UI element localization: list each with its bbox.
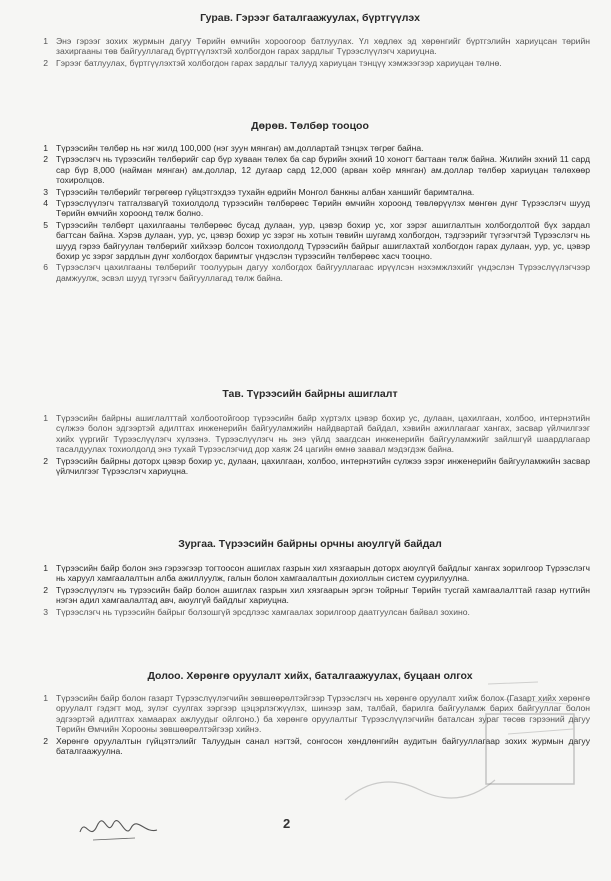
list-item: 2 Хөрөнгө оруулалтын гүйцэтгэлийг Талуудын санал нэгтэй, сонгосон хөндлөнгийн аудитын байгууллагаар зохих журмын дагуу баталгаажуулна. (43, 735, 590, 757)
list-item: 3 Түрээслэгч нь түрээсийн байрыг болзошгүй эрсдлээс хамгаалах зорилгоор даатгуулсан байвал зохино. (43, 606, 470, 617)
section-list (30, 563, 590, 617)
list-item: 1 Түрээсийн байрны ашиглалттай холбоотойгоор түрээсийн байр хүртэлх цэвэр бохир ус, дулаан, цахилгаан, холбоо, интернэтийн сүлжээ болон эдгээртэй адилтгах инженерийн байгууламжийн найдвартай байдал, хэвийн ажиллагааг хангах, засвар үйлчилгээг хийх үүргийг Түрээслүүлэгч хүлээнэ. Түрээслүүлэгч нь энэ үйлд заагдсан инженерийн байгууламжийг зайлшгүй шаардлагаар тасалдуулах тохиолдолд энэ тухай Түрээслэгчид дор хаяж 24 цагийн өмнө заавал мэдэгдэж байна. (43, 413, 590, 455)
page-number: 2 (283, 816, 291, 831)
section-6-safety (30, 538, 590, 618)
section-4-payment (30, 120, 590, 284)
section-5-usage (30, 388, 590, 477)
section-3-approval (30, 12, 590, 69)
list-item: 6 Түрээслэгч цахилгааны төлбөрийг тоолуурын дагуу холбогдох байгууллагаас ирүүлсэн нэхэмжлэхийг үндэслэн Түрээслүүлэгчээр дамжуулж, эсвэл шууд түгээгч байгууллагад төлж байна. (43, 262, 590, 283)
section-title: Зургаа. Түрээсийн байрны орчны аюулгүй байдал (178, 538, 442, 550)
section-list (30, 36, 590, 68)
signature-icon (75, 812, 165, 847)
list-item: 2 Түрээслүүлэгч нь түрээсийн байр болон ашиглах газрын хил хязгаарын эргэн тойрныг Төрийн тусгай хамгаалалттай газар нутгийн нэгэн адил хамгаалалтад авч, аюулгүй байдлыг хариуцна. (43, 584, 590, 606)
list-item: 2 Түрээсийн байрны доторх цэвэр бохир ус, дулаан, цахилгаан, холбоо, интернэтийн сүлжээ зэрэг инженерийн байгууламжийн засвар үйлчилгээг Түрээслэгч хариуцна. (43, 455, 590, 477)
section-list (30, 413, 590, 476)
list-item: 2 Түрээслэгч нь түрээсийн төлбөрийг сар бүр хуваан төлөх ба сар бүрийн эхний 10 хоногт багтаан төлж байна. Жилийн эхний 11 сард сар бүр 8,000 (найман мянган) ам.доллар, 12 дугаар сард 12,000 (арван хоёр мянган) ам.доллар төлбөр хариуцан төлөхөөр тохиролцов. (43, 154, 590, 186)
list-item: 1 Түрээсийн байр болон энэ гэрээгээр тогтоосон ашиглах газрын хил хязгаарын доторх аюулгүй байдлыг хангах зорилгоор Түрээслэгч нь харуул хамгаалалтын алба ажиллуулж, галын болон хамгаалалтын дохиоллын систем суурилуулна. (43, 563, 590, 584)
list-item: 1 Түрээсийн төлбөр нь нэг жилд 100,000 (нэг зуун мянган) ам.доллартай тэнцэх төгрөг байна. (43, 143, 424, 153)
section-title: Гурав. Гэрээг баталгаажуулах, бүртгүүлэх (200, 12, 420, 24)
list-item: 1 Түрээсийн байр болон газарт Түрээслүүлэгчийн зөвшөөрөлтэйгээр Түрээслэгч нь хөрөнгө оруулалт хийж болох (Газарт хийх хөрөнгө оруулалт гэдэгт мод, зүлэг суулгах зэргээр цэцэрлэгжүүлэх, шинээр зам, талбай, барилга байгууламж барих байгууллаг болон эдгээртэй адилтгах хамаарах ажлуудыг ойлгоно.) ба хөрөнгө оруулалтыг Түрээслүүлэгчийн баталсан зураг төсөв гэрээний дагуу Төрийн Өмчийн Хорооны зөвшөөрөлтэйгээр хийнэ. (43, 693, 590, 735)
section-list (30, 143, 590, 283)
list-item: 4 Түрээслүүлэгч татгалзвагүй тохиолдолд түрээсийн төлбөрөөс Төрийн өмчийн хороонд төвлөрүүлэх мөнгөн дүнг Түрээслэгч шууд Төрийн өмчийн хороонд төлж болно. (43, 198, 590, 219)
stamp-fragment-icon (340, 760, 500, 810)
list-item: 5 Түрээсийн төлбөрт цахилгааны төлбөрөөс бусад дулаан, уур, цэвэр бохир ус, хог зэрэг ашиглалтын холбогдолтой бүх зардал багтсан байна. Хэрэв дулаан, уур, ус, цэвэр бохир ус зэрэг нь хотын төвийн шугамд холбогдон, тэдгээрийг түгээгчтэй Түрээслэгч нь шууд гэрээ байгуулан төлбөрийг хийхээр болсон тохиолдолд Түрээсийн байрыг ашиглахтай холбогдон гарах дулаан, уур, ус, цэвэр бохир ус зэрэг зардлын дүнг холбогдох баримтыг үндэслэн түрээсийн төлбөрөөс хасч тооцно. (43, 219, 590, 262)
list-item: 3 Түрээсийн төлбөрийг төгрөгөөр гүйцэтгэхдээ тухайн өдрийн Монгол банкны албан ханшийг баримтална. (43, 186, 475, 197)
list-item: 1 Энэ гэрээг зохих журмын дагуу Төрийн өмчийн хороогоор батлуулах. Үл хөдлөх эд хөрөнгийг бүртгэлийн хариуцсан төрийн захиргааны төв байгууллагад бүртгүүлэхтэй холбогдон гарах зардлыг Түрээслүүлэгч хариуцна. (43, 36, 590, 57)
section-title: Дөрөв. Төлбөр тооцоо (251, 120, 369, 132)
section-title: Долоо. Хөрөнгө оруулалт хийх, баталгаажуулах, буцаан олгох (147, 670, 473, 682)
list-item: 2 Гэрээг батлуулах, бүртгүүлэхтэй холбогдон гарах зардлыг талууд хариуцан тэнцүү хэмжээгээр хариуцан төлнө. (43, 57, 502, 68)
section-title: Тав. Түрээсийн байрны ашиглалт (222, 388, 398, 400)
